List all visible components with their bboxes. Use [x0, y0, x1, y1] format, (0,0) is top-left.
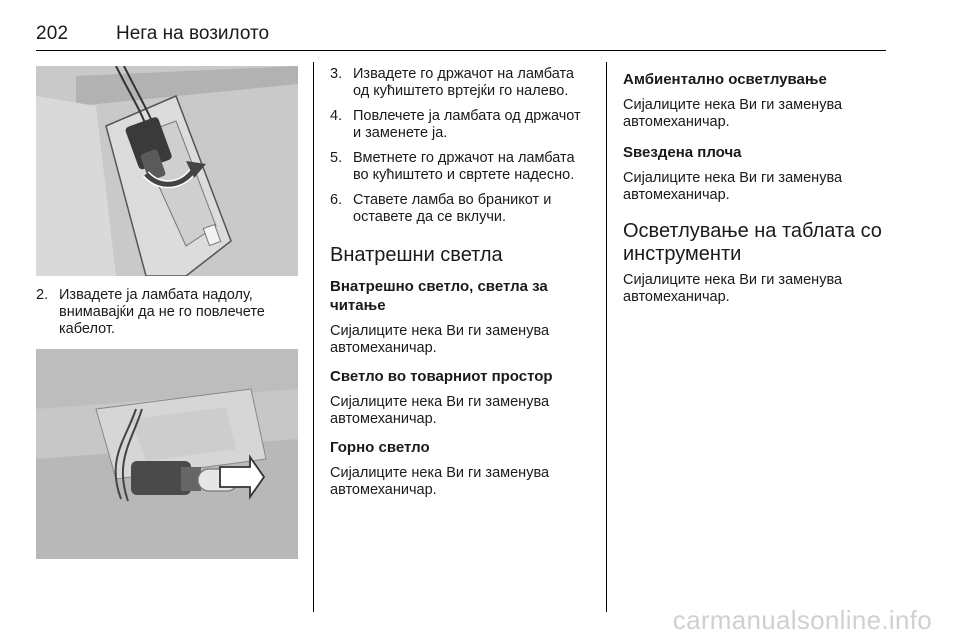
step-number: 4.	[330, 108, 343, 124]
subsection-text: Сијалиците нека Ви ги заменува автомеханичар.	[623, 170, 843, 203]
step-text: Ставете ламба во браникот и оставете да се вклучи.	[353, 192, 552, 225]
section-title-interior-lights: Внатрешни светла	[330, 244, 503, 266]
step-number: 2.	[36, 287, 49, 303]
page-title: Нега на возилото	[116, 23, 270, 44]
subsection-title-cargo-light: Светло во товарниот простор	[330, 368, 553, 385]
step-5	[330, 150, 592, 184]
page-header	[36, 20, 886, 51]
column-3	[623, 66, 885, 306]
subsection-text: Сијалиците нека Ви ги заменува автомеханичар.	[330, 323, 550, 356]
step-text: Повлечете ја ламбата од држачот и заменете ја.	[353, 108, 581, 141]
illustration-bulb-removal	[36, 349, 298, 559]
step-6	[330, 192, 592, 226]
subsection-text: Сијалиците нека Ви ги заменува автомеханичар.	[623, 97, 843, 130]
step-text: Извадете ја ламбата надолу, внимавајќи да не го повлечете кабелот.	[59, 287, 265, 337]
subsection-title-reading-lights: Внатрешно светло, светла за читање	[330, 278, 548, 314]
step-number: 5.	[330, 150, 343, 166]
step-4	[330, 108, 592, 142]
illustration-lamp-housing	[36, 66, 298, 276]
step-2	[36, 287, 301, 338]
subsection-title-top-light: Горно светло	[330, 439, 430, 456]
step-number: 3.	[330, 66, 343, 82]
step-text: Вметнете го држачот на ламбата во кућиштето и свртете надесно.	[353, 150, 575, 183]
subsection-title-ambient-light: Амбиентално осветлување	[623, 71, 827, 88]
watermark: carmanualsonline.info	[672, 605, 932, 635]
step-3	[330, 66, 592, 100]
column-2	[330, 66, 592, 499]
section-text: Сијалиците нека Ви ги заменува автомеханичар.	[623, 272, 843, 305]
step-text: Извадете го држачот на ламбата од кућиштето вртејќи го налево.	[353, 66, 574, 99]
subsection-text: Сијалиците нека Ви ги заменува автомеханичар.	[330, 394, 550, 427]
column-1-steps	[36, 287, 301, 346]
section-title-instrument-lighting: Осветлување на таблата со инструменти	[623, 220, 882, 265]
step-number: 6.	[330, 192, 343, 208]
page-number: 202	[36, 23, 69, 44]
column-divider-1	[313, 62, 314, 612]
column-divider-2	[606, 62, 607, 612]
subsection-title-star-panel: Ѕвездена плоча	[623, 144, 742, 161]
subsection-text: Сијалиците нека Ви ги заменува автомеханичар.	[330, 465, 550, 498]
